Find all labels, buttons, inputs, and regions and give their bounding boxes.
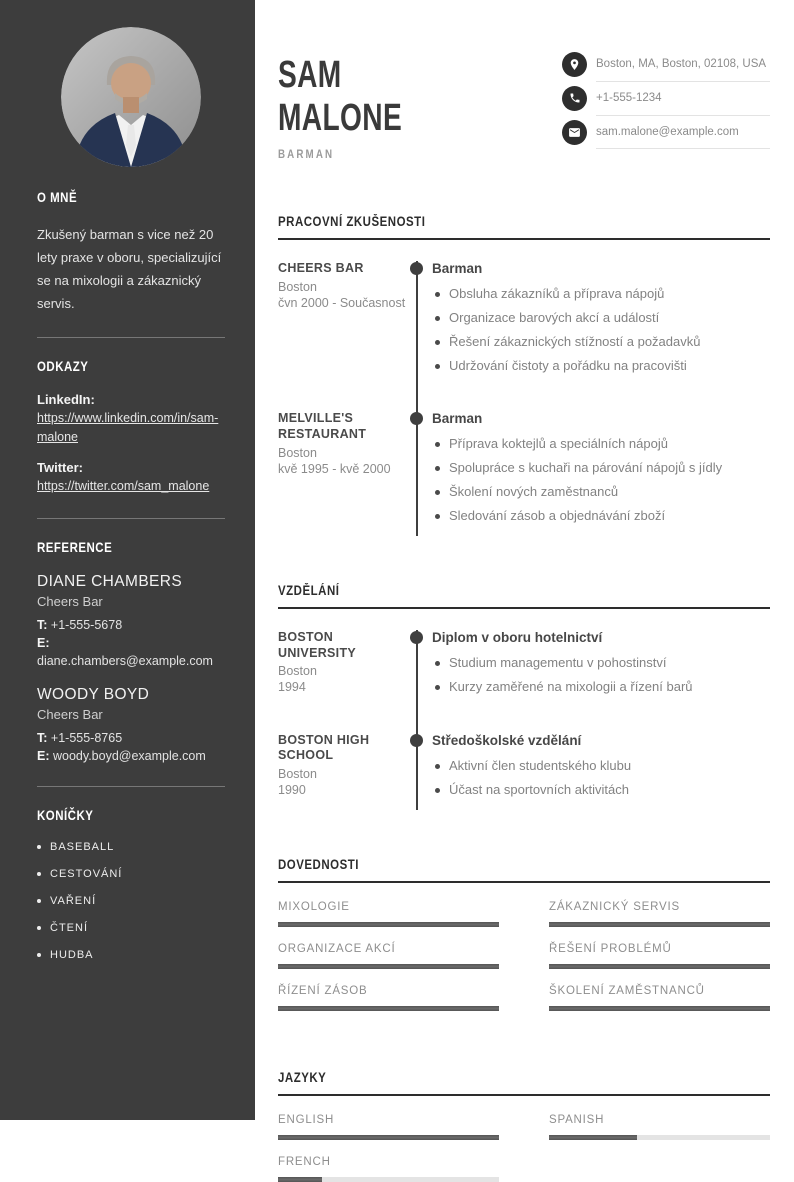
- hobby-item: [37, 895, 225, 907]
- location-text: Boston, MA, Boston, 02108, USA: [596, 52, 770, 82]
- entry-dates: 1990: [278, 783, 306, 798]
- skill-bar: [278, 922, 499, 927]
- section-heading-rule: [278, 582, 770, 609]
- email-label: E:: [37, 749, 50, 764]
- skill-bar-fill: [278, 1006, 499, 1011]
- sidebar-divider: [37, 786, 225, 787]
- section-heading-rule: [278, 1069, 770, 1096]
- phone-icon: [562, 86, 587, 111]
- hobby-item: [37, 841, 225, 853]
- hobby-item: [37, 868, 225, 880]
- experience-entry: [278, 261, 770, 412]
- skills-grid: [278, 901, 770, 1011]
- skill-item: [278, 985, 499, 1011]
- education-section: [278, 582, 770, 810]
- reference-name: DIANE CHAMBERS: [37, 572, 183, 590]
- language-bar-fill: [278, 1177, 322, 1182]
- about-text: Zkušený barman s vice než 20 lety praxe v oboru, specializující se na mixologii a zákaznický servis.: [37, 227, 222, 312]
- hobby-list: [37, 841, 225, 961]
- reference-company: Cheers Bar: [37, 707, 103, 722]
- duty-item: Příprava koktejlů a speciálních nápojů: [432, 436, 770, 453]
- language-item: [278, 1156, 499, 1182]
- degree-title: Středoškolské vzdělání: [432, 732, 582, 748]
- detail-list: [432, 758, 770, 799]
- entry-details: [416, 261, 770, 412]
- entry-details: [416, 733, 770, 810]
- last-name: MALONE: [278, 96, 403, 139]
- duty-item: Spolupráce s kuchaři na párování nápojů s jídly: [432, 460, 770, 477]
- hobbies-heading: KONÍČKY: [37, 807, 94, 824]
- section-heading-rule: [278, 856, 770, 883]
- bullet-icon: [37, 899, 41, 903]
- link-item-linkedin: [37, 392, 225, 448]
- link-label: Twitter:: [37, 460, 83, 476]
- experience-heading: PRACOVNÍ ZKUŠENOSTI: [278, 213, 426, 229]
- entry-dates: kvě 1995 - kvě 2000: [278, 461, 391, 476]
- skill-bar: [549, 964, 770, 969]
- reference-phone: [37, 729, 225, 747]
- duty-item: Udržování čistoty a pořádku na pracovišti: [432, 358, 770, 375]
- links-section: [37, 358, 225, 497]
- detail-item: Aktivní člen studentského klubu: [432, 758, 770, 775]
- entry-details: [416, 411, 770, 536]
- email-icon: [562, 120, 587, 145]
- duty-item: Sledování zásob a objednávání zboží: [432, 508, 770, 525]
- detail-item: Studium managementu v pohostinství: [432, 655, 770, 672]
- phone-value: +1-555-5678: [50, 617, 123, 632]
- contact-row-email: [562, 120, 770, 150]
- reference-phone: [37, 616, 225, 634]
- language-label: ENGLISH: [278, 1113, 335, 1126]
- skill-bar-fill: [549, 922, 770, 927]
- hobby-label: HUDBA: [50, 949, 94, 962]
- languages-section: [278, 1069, 770, 1182]
- email-value: woody.boyd@example.com: [52, 749, 206, 764]
- hobby-label: VAŘENÍ: [50, 895, 97, 908]
- school-name: BOSTON UNIVERSITY: [278, 630, 357, 660]
- language-label: FRENCH: [278, 1155, 331, 1168]
- duty-item: Školení nových zaměstnanců: [432, 484, 770, 501]
- language-bar: [278, 1177, 499, 1182]
- skill-bar: [278, 964, 499, 969]
- phone-label: T:: [37, 617, 48, 632]
- skill-label: ŠKOLENÍ ZAMĚSTNANCŮ: [549, 984, 705, 997]
- company-name: MELVILLE'S RESTAURANT: [278, 411, 367, 442]
- reference-company: Cheers Bar: [37, 593, 103, 609]
- phone-label: T:: [37, 731, 48, 745]
- hobby-item: [37, 922, 225, 934]
- contact-row-location: [562, 52, 770, 82]
- education-heading: VZDĚLÁNÍ: [278, 583, 340, 598]
- phone-text: +1-555-1234: [596, 86, 770, 116]
- hobby-label: CESTOVÁNÍ: [50, 868, 123, 881]
- degree-title: Diplom v oboru hotelnictví: [432, 630, 603, 645]
- link-label: LinkedIn:: [37, 391, 95, 407]
- profile-photo: [61, 27, 201, 167]
- timeline-dot: [410, 734, 423, 747]
- entry-meta: [278, 630, 416, 733]
- linkedin-link[interactable]: https://www.linkedin.com/in/sam-malone: [37, 410, 219, 444]
- hobby-item: [37, 949, 225, 961]
- header: [278, 50, 770, 161]
- reference-email: [37, 634, 225, 670]
- company-city: Boston: [278, 445, 317, 460]
- skill-label: ZÁKAZNICKÝ SERVIS: [549, 900, 680, 913]
- skill-item: [549, 985, 770, 1011]
- language-label: SPANISH: [549, 1113, 605, 1126]
- skill-bar: [549, 1006, 770, 1011]
- company-name: CHEERS BAR: [278, 260, 364, 275]
- entry-dates: 1994: [278, 680, 306, 695]
- education-entry: [278, 630, 770, 733]
- timeline-dot: [410, 631, 423, 644]
- languages-grid: [278, 1114, 770, 1182]
- hobby-label: BASEBALL: [50, 841, 115, 854]
- links-heading: ODKAZY: [37, 357, 89, 374]
- contact-block: [562, 52, 770, 161]
- skills-heading: DOVEDNOSTI: [278, 856, 359, 872]
- experience-section: [278, 213, 770, 536]
- references-heading: REFERENCE: [37, 538, 113, 555]
- email-text: sam.malone@example.com: [596, 120, 770, 150]
- experience-entry: [278, 411, 770, 536]
- skill-bar-fill: [549, 1006, 770, 1011]
- entry-meta: [278, 261, 416, 412]
- entry-meta: [278, 411, 416, 536]
- skill-bar: [278, 1006, 499, 1011]
- duty-item: Organizace barových akcí a událostí: [432, 310, 770, 327]
- duty-item: Obsluha zákazníků a příprava nápojů: [432, 286, 770, 303]
- bullet-icon: [37, 845, 41, 849]
- contact-row-phone: [562, 86, 770, 116]
- reference-name: WOODY BOYD: [37, 686, 150, 703]
- skill-bar-fill: [278, 964, 499, 969]
- bullet-icon: [37, 926, 41, 930]
- duty-list: [432, 436, 770, 525]
- timeline-dot: [410, 262, 423, 275]
- language-item: [549, 1114, 770, 1140]
- location-icon: [562, 52, 587, 77]
- skills-section: [278, 856, 770, 1011]
- skill-item: [549, 901, 770, 927]
- reference-email: [37, 747, 225, 765]
- job-title: BARMAN: [278, 148, 335, 161]
- position-title: Barman: [432, 411, 483, 427]
- skill-item: [278, 943, 499, 969]
- language-bar: [278, 1135, 499, 1140]
- bullet-icon: [37, 872, 41, 876]
- name-block: [278, 50, 446, 161]
- reference-item: [37, 686, 225, 765]
- section-heading-rule: [278, 213, 770, 240]
- skill-label: ORGANIZACE AKCÍ: [278, 942, 396, 955]
- skill-label: MIXOLOGIE: [278, 900, 350, 913]
- entry-dates: čvn 2000 - Současnost: [278, 295, 406, 310]
- email-label: E:: [37, 635, 50, 650]
- entry-details: [416, 630, 770, 733]
- skill-label: ŘÍZENÍ ZÁSOB: [278, 984, 368, 997]
- phone-value: +1-555-8765: [50, 731, 123, 745]
- link-item-twitter: [37, 460, 225, 496]
- duty-item: Řešení zákaznických stížností a požadavků: [432, 334, 770, 351]
- about-section: [37, 189, 225, 316]
- languages-heading: JAZYKY: [278, 1069, 327, 1085]
- skill-bar: [549, 922, 770, 927]
- language-bar-fill: [278, 1135, 499, 1140]
- first-name: SAM: [278, 54, 342, 96]
- skill-bar-fill: [278, 922, 499, 927]
- bullet-icon: [37, 953, 41, 957]
- company-city: Boston: [278, 279, 317, 294]
- profile-photo-image: [61, 27, 201, 167]
- detail-item: Kurzy zaměřené na mixologii a řízení barů: [432, 679, 770, 696]
- sidebar-divider: [37, 518, 225, 519]
- language-bar-fill: [549, 1135, 637, 1140]
- sidebar-divider: [37, 337, 225, 338]
- detail-item: Účast na sportovních aktivitách: [432, 782, 770, 799]
- reference-item: [37, 573, 225, 670]
- duty-list: [432, 286, 770, 375]
- skill-label: ŘEŠENÍ PROBLÉMŮ: [549, 942, 672, 955]
- skill-item: [278, 901, 499, 927]
- language-item: [278, 1114, 499, 1140]
- about-heading: O MNĚ: [37, 189, 78, 205]
- detail-list: [432, 655, 770, 696]
- main-content: [255, 0, 794, 1168]
- language-bar: [549, 1135, 770, 1140]
- school-city: Boston: [278, 767, 317, 782]
- skill-item: [549, 943, 770, 969]
- skill-bar-fill: [549, 964, 770, 969]
- school-city: Boston: [278, 664, 317, 679]
- education-entry: [278, 733, 770, 810]
- hobby-label: ČTENÍ: [50, 922, 88, 935]
- references-section: [37, 539, 225, 766]
- sidebar: [0, 0, 255, 1120]
- entry-meta: [278, 733, 416, 810]
- email-value: diane.chambers@example.com: [37, 653, 213, 668]
- hobbies-section: [37, 807, 225, 961]
- position-title: Barman: [432, 260, 483, 276]
- school-name: BOSTON HIGH SCHOOL: [278, 732, 370, 763]
- twitter-link[interactable]: https://twitter.com/sam_malone: [37, 479, 210, 494]
- timeline-dot: [410, 412, 423, 425]
